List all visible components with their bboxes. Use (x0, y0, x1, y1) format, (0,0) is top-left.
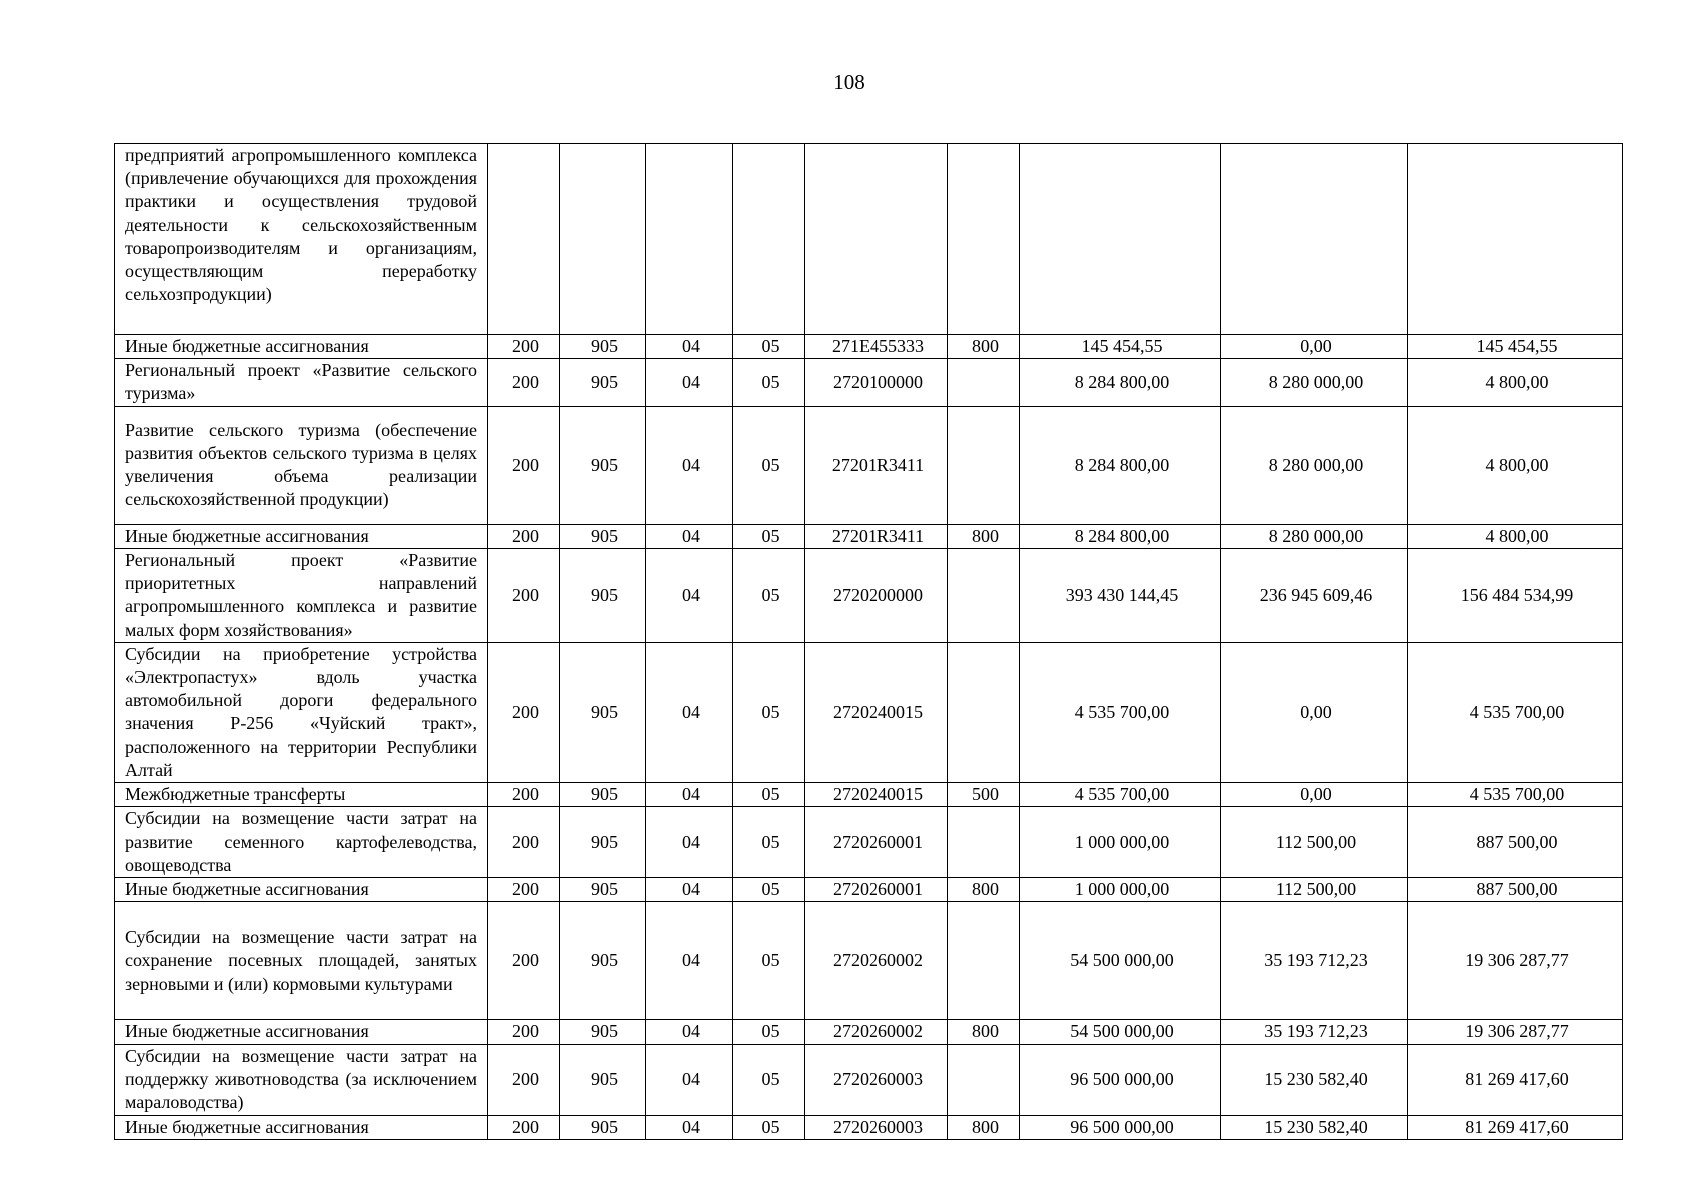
row-name-cell (115, 1044, 488, 1115)
row-name-cell (115, 783, 488, 807)
subsection-code-cell: 05 (733, 878, 805, 902)
amount-cell: 0,00 (1221, 783, 1408, 807)
department-code-cell: 905 (560, 878, 646, 902)
amount-cell: 8 284 800,00 (1020, 406, 1221, 524)
row-name-cell (115, 1115, 488, 1139)
row-name-cell (115, 1020, 488, 1044)
amount-cell: 4 800,00 (1408, 524, 1623, 548)
amount-cell: 887 500,00 (1408, 807, 1623, 878)
row-name-text: Субсидии на возмещение части затрат на сохранение посевных площадей, занятых зерновыми и (или) кормовыми культурами (125, 927, 477, 994)
amount-cell: 145 454,55 (1408, 335, 1623, 359)
amount-cell (1221, 144, 1408, 335)
department-code-cell: 905 (560, 902, 646, 1020)
amount-cell: 96 500 000,00 (1020, 1115, 1221, 1139)
row-name-text: Субсидии на возмещение части затрат на поддержку животноводства (за исключением мараловодства) (125, 1045, 477, 1113)
expense-type-cell: 800 (948, 335, 1020, 359)
target-article-cell: 2720260002 (805, 902, 948, 1020)
ministry-code-cell: 200 (488, 783, 560, 807)
expense-type-cell (948, 144, 1020, 335)
table-row (115, 902, 1623, 1020)
subsection-code-cell: 05 (733, 783, 805, 807)
amount-cell: 112 500,00 (1221, 807, 1408, 878)
row-name-cell (115, 878, 488, 902)
department-code-cell: 905 (560, 1044, 646, 1115)
row-name-text: Иные бюджетные ассигнования (125, 1021, 369, 1042)
budget-table-body (115, 144, 1623, 1140)
row-name-text: предприятий агропромышленного комплекса (привлечение обучающихся для прохождения практики и осуществления трудовой деятельности к сельскохозяйственным товаропроизводителям и организациям, осуществляющим переработку сельхозпродукции) (125, 145, 477, 305)
section-code-cell: 04 (646, 524, 733, 548)
expense-type-cell (948, 642, 1020, 782)
department-code-cell (560, 144, 646, 335)
target-article-cell: 2720260001 (805, 807, 948, 878)
department-code-cell: 905 (560, 548, 646, 642)
amount-cell: 35 193 712,23 (1221, 1020, 1408, 1044)
amount-cell (1408, 144, 1623, 335)
ministry-code-cell: 200 (488, 548, 560, 642)
target-article-cell (805, 144, 948, 335)
table-row (115, 524, 1623, 548)
target-article-cell: 2720260002 (805, 1020, 948, 1044)
amount-cell: 19 306 287,77 (1408, 902, 1623, 1020)
table-row (115, 406, 1623, 524)
ministry-code-cell: 200 (488, 406, 560, 524)
expense-type-cell: 800 (948, 1020, 1020, 1044)
department-code-cell: 905 (560, 335, 646, 359)
ministry-code-cell: 200 (488, 524, 560, 548)
amount-cell: 96 500 000,00 (1020, 1044, 1221, 1115)
row-name-text: Иные бюджетные ассигнования (125, 1116, 369, 1137)
amount-cell: 8 280 000,00 (1221, 406, 1408, 524)
amount-cell: 54 500 000,00 (1020, 1020, 1221, 1044)
expense-type-cell: 500 (948, 783, 1020, 807)
table-row (115, 878, 1623, 902)
section-code-cell: 04 (646, 878, 733, 902)
row-name-cell (115, 359, 488, 406)
amount-cell: 0,00 (1221, 335, 1408, 359)
target-article-cell: 2720100000 (805, 359, 948, 406)
ministry-code-cell: 200 (488, 878, 560, 902)
ministry-code-cell: 200 (488, 335, 560, 359)
ministry-code-cell: 200 (488, 902, 560, 1020)
department-code-cell: 905 (560, 1020, 646, 1044)
amount-cell: 4 535 700,00 (1020, 783, 1221, 807)
row-name-text: Субсидии на приобретение устройства «Электропастух» вдоль участка автомобильной дороги федерального значения Р-256 «Чуйский тракт», расположенного на территории Республики Алтай (125, 643, 477, 780)
table-row (115, 807, 1623, 878)
amount-cell: 145 454,55 (1020, 335, 1221, 359)
row-name-text: Развитие сельского туризма (обеспечение развития объектов сельского туризма в целях увеличения объема реализации сельскохозяйственной продукции) (125, 419, 477, 510)
section-code-cell (646, 144, 733, 335)
expense-type-cell (948, 406, 1020, 524)
row-name-text: Субсидии на возмещение части затрат на развитие семенного картофелеводства, овощеводства (125, 808, 477, 875)
amount-cell: 54 500 000,00 (1020, 902, 1221, 1020)
row-name-cell (115, 807, 488, 878)
row-name-cell (115, 335, 488, 359)
budget-table (114, 143, 1623, 1140)
expense-type-cell: 800 (948, 1115, 1020, 1139)
ministry-code-cell: 200 (488, 1020, 560, 1044)
page-number: 108 (833, 70, 865, 94)
amount-cell: 19 306 287,77 (1408, 1020, 1623, 1044)
subsection-code-cell: 05 (733, 359, 805, 406)
table-row (115, 1020, 1623, 1044)
table-row (115, 548, 1623, 642)
ministry-code-cell (488, 144, 560, 335)
amount-cell: 4 535 700,00 (1020, 642, 1221, 782)
row-name-cell (115, 406, 488, 524)
amount-cell: 15 230 582,40 (1221, 1044, 1408, 1115)
row-name-cell (115, 642, 488, 782)
row-name-cell (115, 524, 488, 548)
row-name-cell (115, 548, 488, 642)
amount-cell: 15 230 582,40 (1221, 1115, 1408, 1139)
amount-cell: 8 280 000,00 (1221, 359, 1408, 406)
section-code-cell: 04 (646, 1115, 733, 1139)
department-code-cell: 905 (560, 783, 646, 807)
expense-type-cell (948, 807, 1020, 878)
section-code-cell: 04 (646, 406, 733, 524)
expense-type-cell (948, 902, 1020, 1020)
subsection-code-cell (733, 144, 805, 335)
row-name-text: Иные бюджетные ассигнования (125, 879, 369, 900)
ministry-code-cell: 200 (488, 1115, 560, 1139)
row-name-text: Иные бюджетные ассигнования (125, 336, 369, 356)
ministry-code-cell: 200 (488, 807, 560, 878)
section-code-cell: 04 (646, 1020, 733, 1044)
section-code-cell: 04 (646, 548, 733, 642)
table-row (115, 642, 1623, 782)
target-article-cell: 2720260003 (805, 1044, 948, 1115)
row-name-text: Региональный проект «Развитие приоритетных направлений агропромышленного комплекса и развитие малых форм хозяйствования» (125, 549, 477, 640)
subsection-code-cell: 05 (733, 807, 805, 878)
section-code-cell: 04 (646, 807, 733, 878)
subsection-code-cell: 05 (733, 1020, 805, 1044)
amount-cell: 0,00 (1221, 642, 1408, 782)
row-name-text: Межбюджетные трансферты (125, 784, 346, 805)
subsection-code-cell: 05 (733, 1044, 805, 1115)
section-code-cell: 04 (646, 1044, 733, 1115)
target-article-cell: 2720260001 (805, 878, 948, 902)
target-article-cell: 271E455333 (805, 335, 948, 359)
amount-cell: 4 800,00 (1408, 359, 1623, 406)
section-code-cell: 04 (646, 783, 733, 807)
expense-type-cell: 800 (948, 878, 1020, 902)
subsection-code-cell: 05 (733, 642, 805, 782)
department-code-cell: 905 (560, 359, 646, 406)
table-row (115, 1044, 1623, 1115)
expense-type-cell (948, 1044, 1020, 1115)
ministry-code-cell: 200 (488, 1044, 560, 1115)
subsection-code-cell: 05 (733, 548, 805, 642)
target-article-cell: 27201R3411 (805, 524, 948, 548)
table-row (115, 1115, 1623, 1139)
department-code-cell: 905 (560, 807, 646, 878)
amount-cell: 393 430 144,45 (1020, 548, 1221, 642)
amount-cell: 156 484 534,99 (1408, 548, 1623, 642)
target-article-cell: 27201R3411 (805, 406, 948, 524)
amount-cell: 4 535 700,00 (1408, 783, 1623, 807)
amount-cell: 4 535 700,00 (1408, 642, 1623, 782)
subsection-code-cell: 05 (733, 1115, 805, 1139)
subsection-code-cell: 05 (733, 406, 805, 524)
row-name-cell (115, 902, 488, 1020)
amount-cell: 81 269 417,60 (1408, 1115, 1623, 1139)
section-code-cell: 04 (646, 902, 733, 1020)
amount-cell: 8 284 800,00 (1020, 524, 1221, 548)
amount-cell: 887 500,00 (1408, 878, 1623, 902)
expense-type-cell: 800 (948, 524, 1020, 548)
amount-cell: 236 945 609,46 (1221, 548, 1408, 642)
department-code-cell: 905 (560, 1115, 646, 1139)
target-article-cell: 2720240015 (805, 642, 948, 782)
expense-type-cell (948, 548, 1020, 642)
amount-cell (1020, 144, 1221, 335)
row-name-text: Региональный проект «Развитие сельского туризма» (125, 360, 477, 404)
amount-cell: 35 193 712,23 (1221, 902, 1408, 1020)
ministry-code-cell: 200 (488, 359, 560, 406)
table-row (115, 359, 1623, 406)
section-code-cell: 04 (646, 335, 733, 359)
amount-cell: 1 000 000,00 (1020, 878, 1221, 902)
row-name-cell (115, 144, 488, 335)
ministry-code-cell: 200 (488, 642, 560, 782)
section-code-cell: 04 (646, 642, 733, 782)
department-code-cell: 905 (560, 524, 646, 548)
amount-cell: 8 284 800,00 (1020, 359, 1221, 406)
row-name-text: Иные бюджетные ассигнования (125, 525, 369, 546)
amount-cell: 81 269 417,60 (1408, 1044, 1623, 1115)
table-row (115, 335, 1623, 359)
target-article-cell: 2720240015 (805, 783, 948, 807)
amount-cell: 4 800,00 (1408, 406, 1623, 524)
table-row (115, 783, 1623, 807)
expense-type-cell (948, 359, 1020, 406)
target-article-cell: 2720260003 (805, 1115, 948, 1139)
amount-cell: 1 000 000,00 (1020, 807, 1221, 878)
department-code-cell: 905 (560, 406, 646, 524)
amount-cell: 8 280 000,00 (1221, 524, 1408, 548)
table-row (115, 144, 1623, 335)
section-code-cell: 04 (646, 359, 733, 406)
department-code-cell: 905 (560, 642, 646, 782)
subsection-code-cell: 05 (733, 524, 805, 548)
target-article-cell: 2720200000 (805, 548, 948, 642)
amount-cell: 112 500,00 (1221, 878, 1408, 902)
subsection-code-cell: 05 (733, 902, 805, 1020)
subsection-code-cell: 05 (733, 335, 805, 359)
